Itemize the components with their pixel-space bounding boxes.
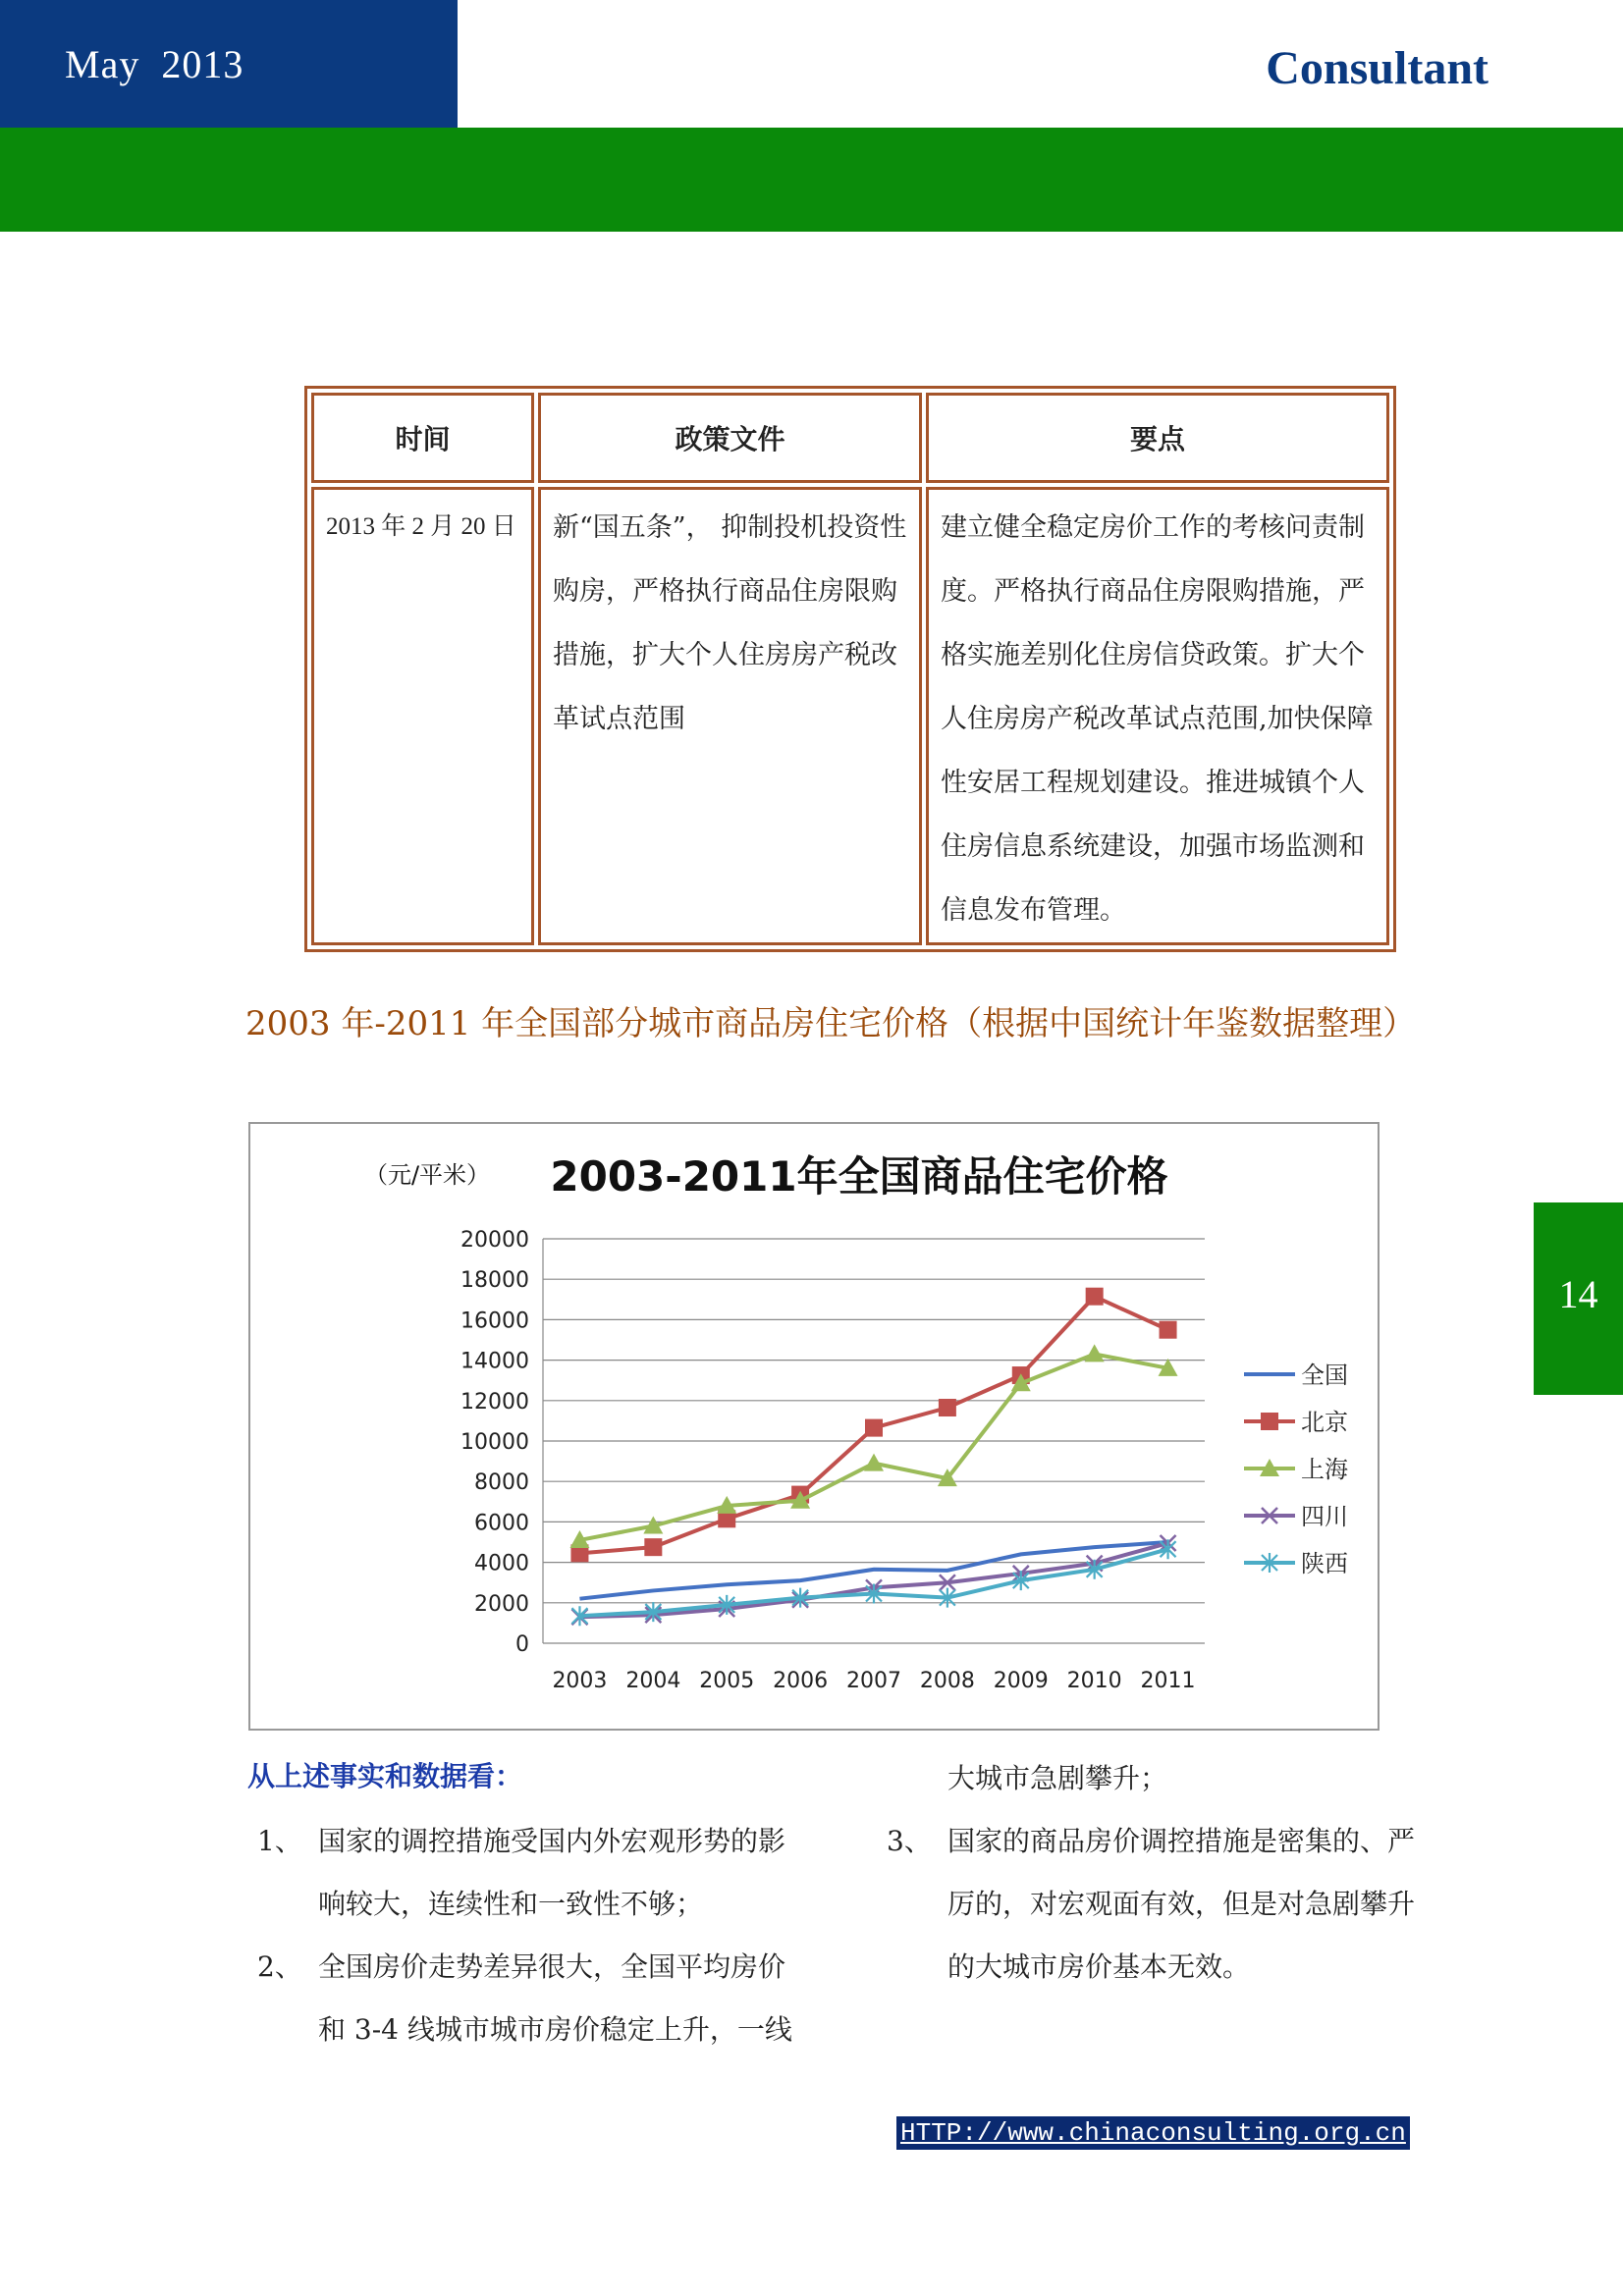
y-tick-label: 14000 — [460, 1349, 529, 1374]
brand-title: Consultant — [1266, 42, 1488, 94]
x-tick-label: 2011 — [1140, 1669, 1196, 1693]
footer-website-link[interactable]: HTTP://www.chinaconsulting.org.cn — [896, 2116, 1410, 2150]
data-point — [1086, 1288, 1104, 1306]
header-green-band — [0, 128, 1623, 232]
y-tick-label: 4000 — [474, 1551, 529, 1576]
x-tick-label: 2007 — [846, 1669, 901, 1693]
chart-svg — [250, 1124, 1378, 1729]
header-date-block — [0, 0, 458, 128]
table-header-row — [311, 393, 1389, 483]
y-tick-label: 6000 — [474, 1511, 529, 1536]
line-chart — [248, 1122, 1380, 1731]
policy-table — [304, 386, 1396, 952]
y-tick-label: 18000 — [460, 1268, 529, 1294]
issue-date: May 2013 — [65, 42, 244, 86]
header-document: 政策文件 — [538, 393, 922, 483]
data-point — [1160, 1321, 1177, 1339]
legend-label: 四川 — [1301, 1503, 1348, 1530]
item-text: 全国房价走势差异很大，全国平均房价和 3-4 线城市城市房价稳定上升，一线 — [318, 1950, 792, 2046]
y-tick-label: 20000 — [460, 1228, 529, 1253]
page-number: 14 — [1558, 1272, 1598, 1316]
item-number: 3、 — [887, 1825, 932, 1857]
header-time: 时间 — [311, 393, 534, 483]
y-tick-label: 16000 — [460, 1308, 529, 1334]
item-text: 国家的调控措施受国内外宏观形势的影响较大，连续性和一致性不够； — [318, 1825, 786, 1920]
item-number: 2、 — [257, 1950, 302, 1983]
x-tick-label: 2004 — [625, 1669, 681, 1693]
summary-item-3 — [887, 1810, 1436, 1999]
y-tick-label: 8000 — [474, 1470, 529, 1496]
x-tick-label: 2006 — [773, 1669, 829, 1693]
series-line-5 — [579, 1549, 1167, 1616]
legend-marker — [1261, 1413, 1278, 1430]
x-tick-label: 2005 — [699, 1669, 755, 1693]
legend-label: 陕西 — [1301, 1550, 1348, 1577]
y-tick-label: 2000 — [474, 1591, 529, 1617]
x-tick-label: 2009 — [993, 1669, 1049, 1693]
summary-left-column — [257, 1810, 807, 2061]
data-point — [939, 1399, 956, 1416]
page-number-tab — [1534, 1202, 1623, 1395]
item-text: 大城市急剧攀升； — [947, 1762, 1168, 1794]
cell-document: 新“国五条”， 抑制投机投资性购房，严格执行商品住房限购措施，扩大个人住房房产税改革试点范围 — [538, 487, 922, 945]
summary-right-column — [887, 1747, 1436, 1999]
legend-label: 上海 — [1301, 1456, 1348, 1483]
y-tick-label: 10000 — [460, 1430, 529, 1455]
series-line-3 — [579, 1354, 1167, 1540]
item-text: 国家的商品房价调控措施是密集的、严厉的，对宏观面有效，但是对急剧攀升的大城市房价基本无效。 — [947, 1825, 1416, 1983]
summary-item-1 — [257, 1810, 807, 1936]
series-line-4 — [579, 1543, 1167, 1617]
x-tick-label: 2003 — [552, 1669, 608, 1693]
cell-points: 建立健全稳定房价工作的考核问责制度。严格执行商品住房限购措施，严格实施差别化住房信贷政策。扩大个人住房房产税改革试点范围,加快保障性安居工程规划建设。推进城镇个人住房信息系统建设，加强市场监测和信息发布管理。 — [926, 487, 1389, 945]
summary-item-2 — [257, 1936, 807, 2061]
summary-item-2-continued — [887, 1747, 1436, 1810]
x-tick-label: 2010 — [1066, 1669, 1122, 1693]
x-tick-label: 2008 — [919, 1669, 975, 1693]
data-point — [864, 1454, 884, 1471]
chart-caption: 2003 年-2011 年全国部分城市商品房住宅价格（根据中国统计年鉴数据整理） — [245, 1004, 1417, 1043]
data-point — [644, 1538, 662, 1556]
legend-label: 北京 — [1301, 1409, 1348, 1436]
item-number: 1、 — [257, 1825, 302, 1857]
table-row — [311, 487, 1389, 945]
data-point — [1085, 1344, 1105, 1362]
legend-label: 全国 — [1301, 1362, 1348, 1389]
header-points: 要点 — [926, 393, 1389, 483]
summary-heading: 从上述事实和数据看： — [247, 1760, 523, 1792]
data-point — [865, 1419, 883, 1437]
y-axis-unit-label: （元/平米） — [363, 1161, 491, 1189]
y-tick-label: 0 — [515, 1632, 529, 1657]
cell-date: 2013 年 2 月 20 日 — [311, 487, 534, 945]
chart-title: 2003-2011年全国商品住宅价格 — [550, 1152, 1168, 1201]
y-tick-label: 12000 — [460, 1389, 529, 1415]
